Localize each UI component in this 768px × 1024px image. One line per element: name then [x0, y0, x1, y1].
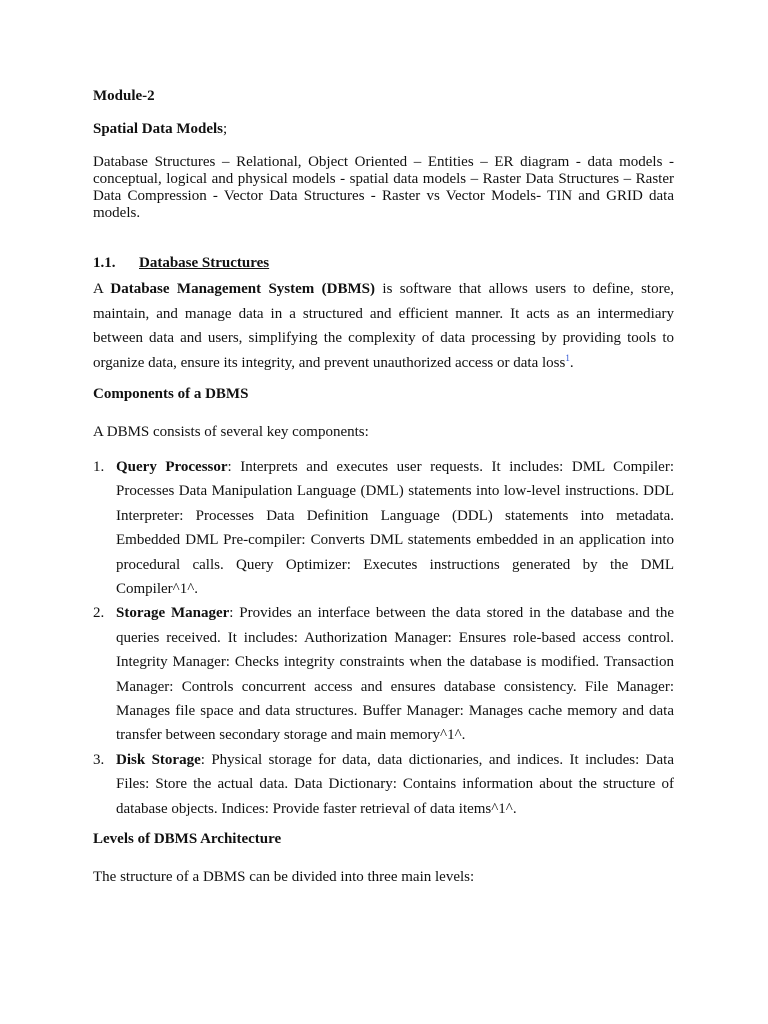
- subsection-heading: [93, 255, 269, 272]
- module-title: Module-2: [93, 88, 155, 104]
- syllabus-paragraph: Database Structures – Relational, Object Oriented – Entities – ER diagram - data models - conceptual, logical and physical models - spatial data models – Raster Data Structures – Raster Data Compression - Vector Data Structures - Raster vs Vector Models- TIN and GRID data models.: [93, 154, 674, 221]
- intro-term: Database Management System (DBMS): [110, 281, 376, 297]
- section-title-suffix: ;: [223, 121, 228, 137]
- list-item-term: Disk Storage: [116, 751, 201, 768]
- section-heading: [93, 121, 227, 138]
- list-item: [93, 748, 674, 821]
- levels-heading: Levels of DBMS Architecture: [93, 831, 282, 847]
- list-item-number: 1.: [93, 459, 105, 475]
- dbms-intro-paragraph: [93, 277, 674, 375]
- list-item-text: : Interprets and executes user requests. It includes: DML Compiler: Processes Data Manipulation Language (DML) statements into low-level instructions. DDL Interpreter: Processes Data Definition Language (DDL) statements into metadata. Embedded DML Pre-compiler: Converts DML statements embedded in an application into procedural calls. Query Optimizer: Executes instructions generated by the DML Compiler^1^.: [116, 459, 674, 598]
- footnote-link[interactable]: 1: [565, 352, 570, 363]
- intro-body: is software that allows users to define, store, maintain, and manage data in a structured and efficient manner. It acts as an intermediary between data and users, simplifying the complexity of data processing by providing tools to organize data, ensure its integrity, and prevent unauthorized access or data loss: [93, 281, 675, 371]
- list-item-number: 3.: [93, 751, 105, 768]
- intro-end: .: [569, 354, 574, 371]
- components-list: [93, 455, 674, 821]
- list-item-term: Storage Manager: [116, 605, 230, 622]
- intro-prefix: A: [93, 281, 111, 297]
- list-item: [93, 455, 674, 601]
- list-item-text: : Physical storage for data, data dictionaries, and indices. It includes: Data Files: Store the actual data. Data Dictionary: Contains information about the structure of database objects. Indices: Provide faster retrieval of data items^1^.: [116, 751, 674, 817]
- components-intro: A DBMS consists of several key components:: [93, 424, 369, 440]
- subsection-title: Database Structures: [139, 255, 270, 271]
- list-item: [93, 601, 674, 747]
- levels-intro: The structure of a DBMS can be divided into three main levels:: [93, 869, 475, 885]
- components-heading: Components of a DBMS: [93, 386, 249, 402]
- subsection-number: 1.1.: [93, 255, 116, 271]
- section-title: Spatial Data Models: [93, 121, 224, 137]
- list-item-text: : Provides an interface between the data stored in the database and the queries received. It includes: Authorization Manager: Ensures role-based access control. Integrity Manager: Checks integrity constraints when the database is modified. Transaction Manager: Controls concurrent access and ensures database consistency. File Manager: Manages file space and data structures. Buffer Manager: Manages cache memory and data transfer between secondary storage and main memory^1^.: [116, 605, 674, 744]
- list-item-number: 2.: [93, 605, 105, 622]
- list-item-term: Query Processor: [116, 459, 228, 475]
